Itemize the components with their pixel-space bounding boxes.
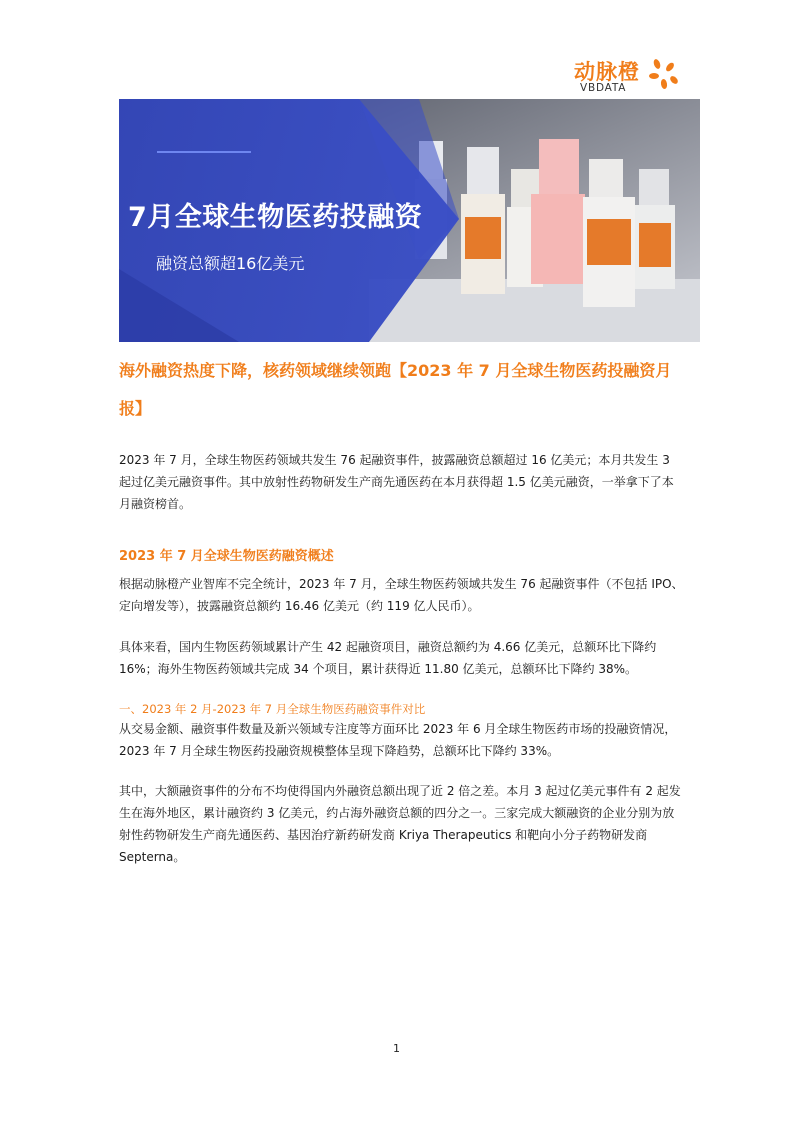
section-overview-title: 2023 年 7 月全球生物医药融资概述: [119, 549, 334, 564]
banner-title: 7月全球生物医药投融资: [128, 202, 423, 233]
banner-accent-line: [157, 151, 251, 153]
overview-paragraph-2: 具体来看，国内生物医药领域累计产生 42 起融资项目，融资总额约为 4.66 亿美元，总额环比下降约 16%；海外生物医药领域共完成 34 个项目，累计获得近 11.80 亿美元，总额环比下降约 38%。: [119, 640, 657, 676]
logo-text-cn: 动脉橙: [574, 60, 640, 84]
comparison-paragraph-1: 从交易金额、融资事件数量及新兴领域专注度等方面环比 2023 年 6 月全球生物医药市场的投融资情况，2023 年 7 月全球生物医药投融资规模整体呈现下降趋势，总额环比下降约 33%。: [119, 722, 677, 758]
overview-paragraph-1: 根据动脉橙产业智库不完全统计，2023 年 7 月，全球生物医药领域共发生 76 起融资事件（不包括 IPO、定向增发等），披露融资总额约 16.46 亿美元（约 119 亿人民币）。: [119, 577, 684, 613]
vbdata-logo: [574, 56, 684, 96]
page-number: 1: [393, 1042, 400, 1055]
report-headline: 海外融资热度下降，核药领域继续领跑【2023 年 7 月全球生物医药投融资月报】: [119, 361, 672, 418]
banner-subtitle: 融资总额超16亿美元: [156, 254, 305, 273]
logo-text-en: VBDATA: [580, 82, 627, 94]
intro-paragraph: 2023 年 7 月，全球生物医药领域共发生 76 起融资事件，披露融资总额超过 16 亿美元；本月共发生 3 起过亿美元融资事件。其中放射性药物研发生产商先通医药在本月获得超 1.5 亿美元融资，一举拿下了本月融资榜首。: [119, 453, 674, 511]
hero-banner: [119, 99, 700, 342]
section-comparison-title: 一、2023 年 2 月-2023 年 7 月全球生物医药融资事件对比: [119, 702, 426, 716]
comparison-paragraph-2: 其中，大额融资事件的分布不均使得国内外融资总额出现了近 2 倍之差。本月 3 起过亿美元事件有 2 起发生在海外地区，累计融资约 3 亿美元，约占海外融资总额的四分之一。三家完成大额融资的企业分别为放射性药物研发生产商先通医药、基因治疗新药研发商 Kriya Therapeutics 和靶向小分子药物研发商 Septerna。: [119, 784, 681, 864]
orange-petals-logo-icon: [648, 58, 680, 90]
